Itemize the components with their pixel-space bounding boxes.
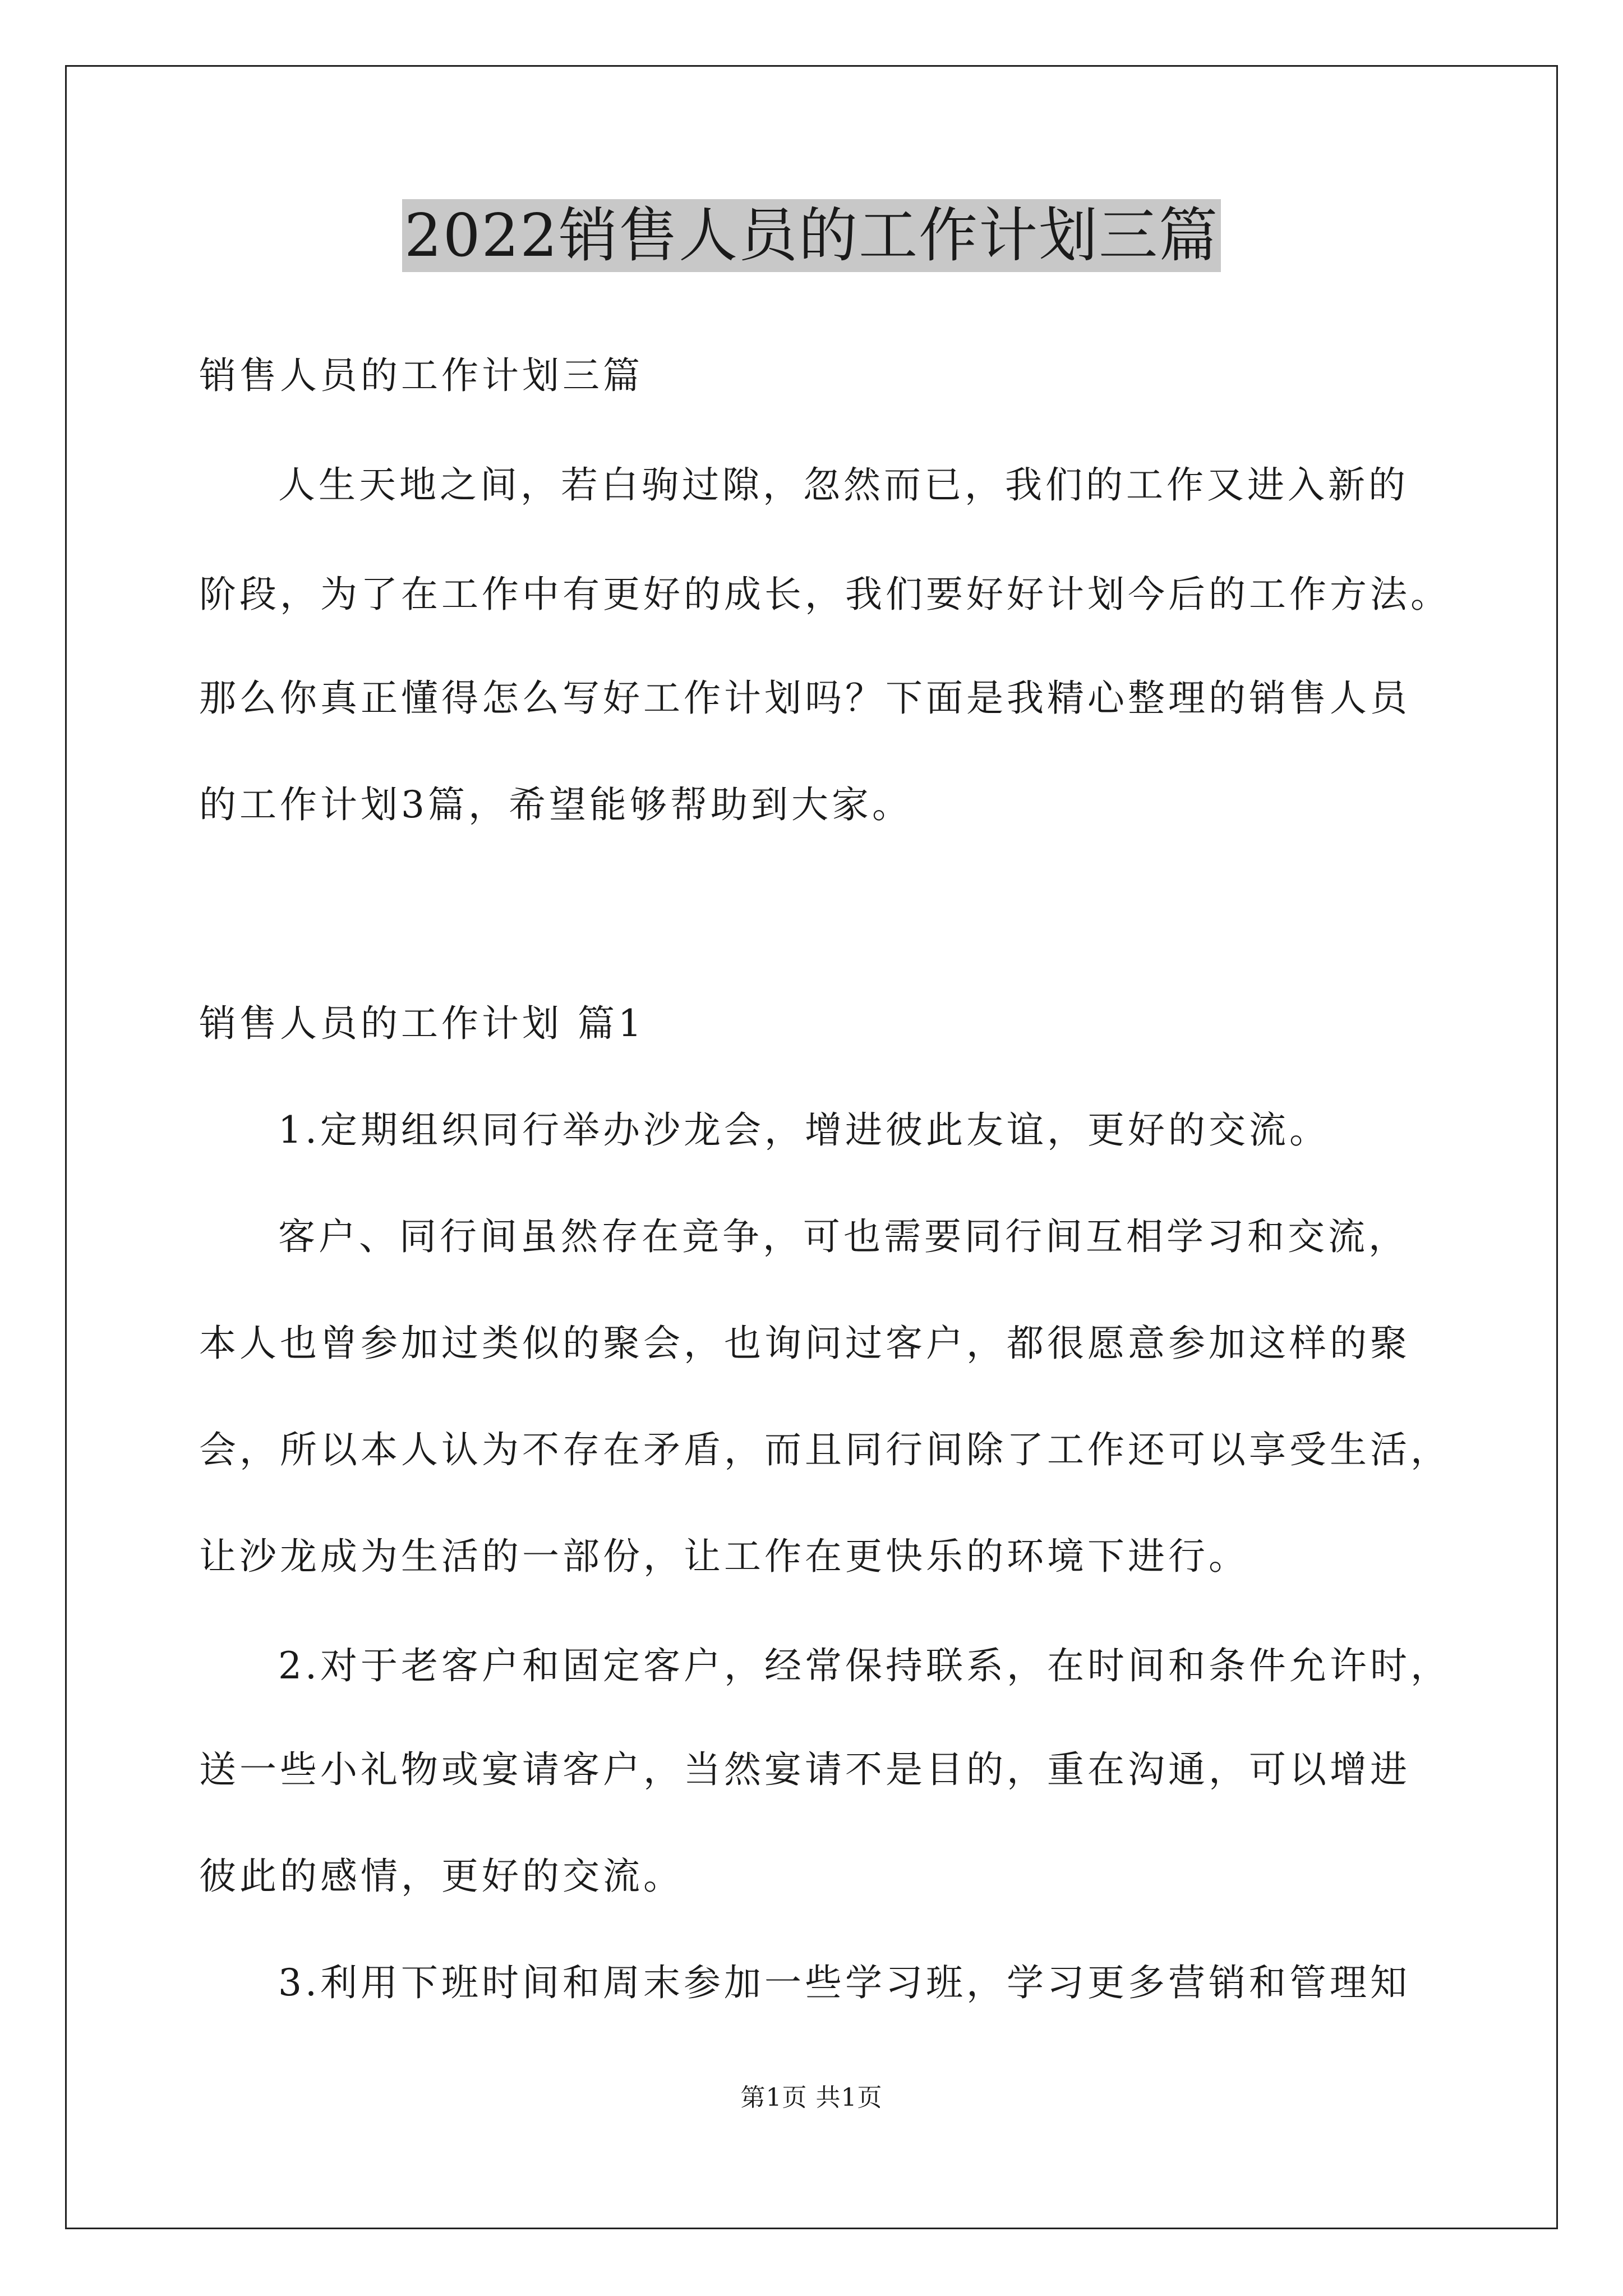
body-line: 1.定期组织同行举办沙龙会，增进彼此友谊，更好的交流。 <box>278 1108 1330 1152</box>
body-line: 彼此的感情，更好的交流。 <box>199 1855 684 1898</box>
document-title-text: 2022销售人员的工作计划三篇 <box>402 199 1221 272</box>
body-line: 客户、同行间虽然存在竞争，可也需要同行间互相学习和交流， <box>278 1215 1409 1258</box>
intro-line: 阶段，为了在工作中有更好的成长，我们要好好计划今后的工作方法。 <box>199 573 1451 616</box>
intro-line: 那么你真正懂得怎么写好工作计划吗？下面是我精心整理的销售人员 <box>199 677 1410 720</box>
body-line: 会，所以本人认为不存在矛盾，而且同行间除了工作还可以享受生活， <box>199 1428 1451 1471</box>
document-subtitle: 销售人员的工作计划三篇 <box>199 354 643 397</box>
page-number-footer: 第1页 共1页 <box>740 2083 883 2112</box>
body-line: 2.对于老客户和固定客户，经常保持联系，在时间和条件允许时， <box>278 1644 1451 1687</box>
body-line: 本人也曾参加过类似的聚会，也询问过客户，都很愿意参加这样的聚 <box>199 1322 1410 1365</box>
section-heading: 销售人员的工作计划 篇1 <box>199 1002 645 1045</box>
body-line: 让沙龙成为生活的一部份，让工作在更快乐的环境下进行。 <box>199 1535 1249 1578</box>
intro-line: 的工作计划3篇，希望能够帮助到大家。 <box>199 783 912 826</box>
document-title <box>0 199 1623 272</box>
intro-line: 人生天地之间，若白驹过隙，忽然而已，我们的工作又进入新的 <box>278 463 1409 507</box>
body-line: 送一些小礼物或宴请客户，当然宴请不是目的，重在沟通，可以增进 <box>199 1748 1410 1791</box>
body-line: 3.利用下班时间和周末参加一些学习班，学习更多营销和管理知 <box>278 1961 1410 2004</box>
